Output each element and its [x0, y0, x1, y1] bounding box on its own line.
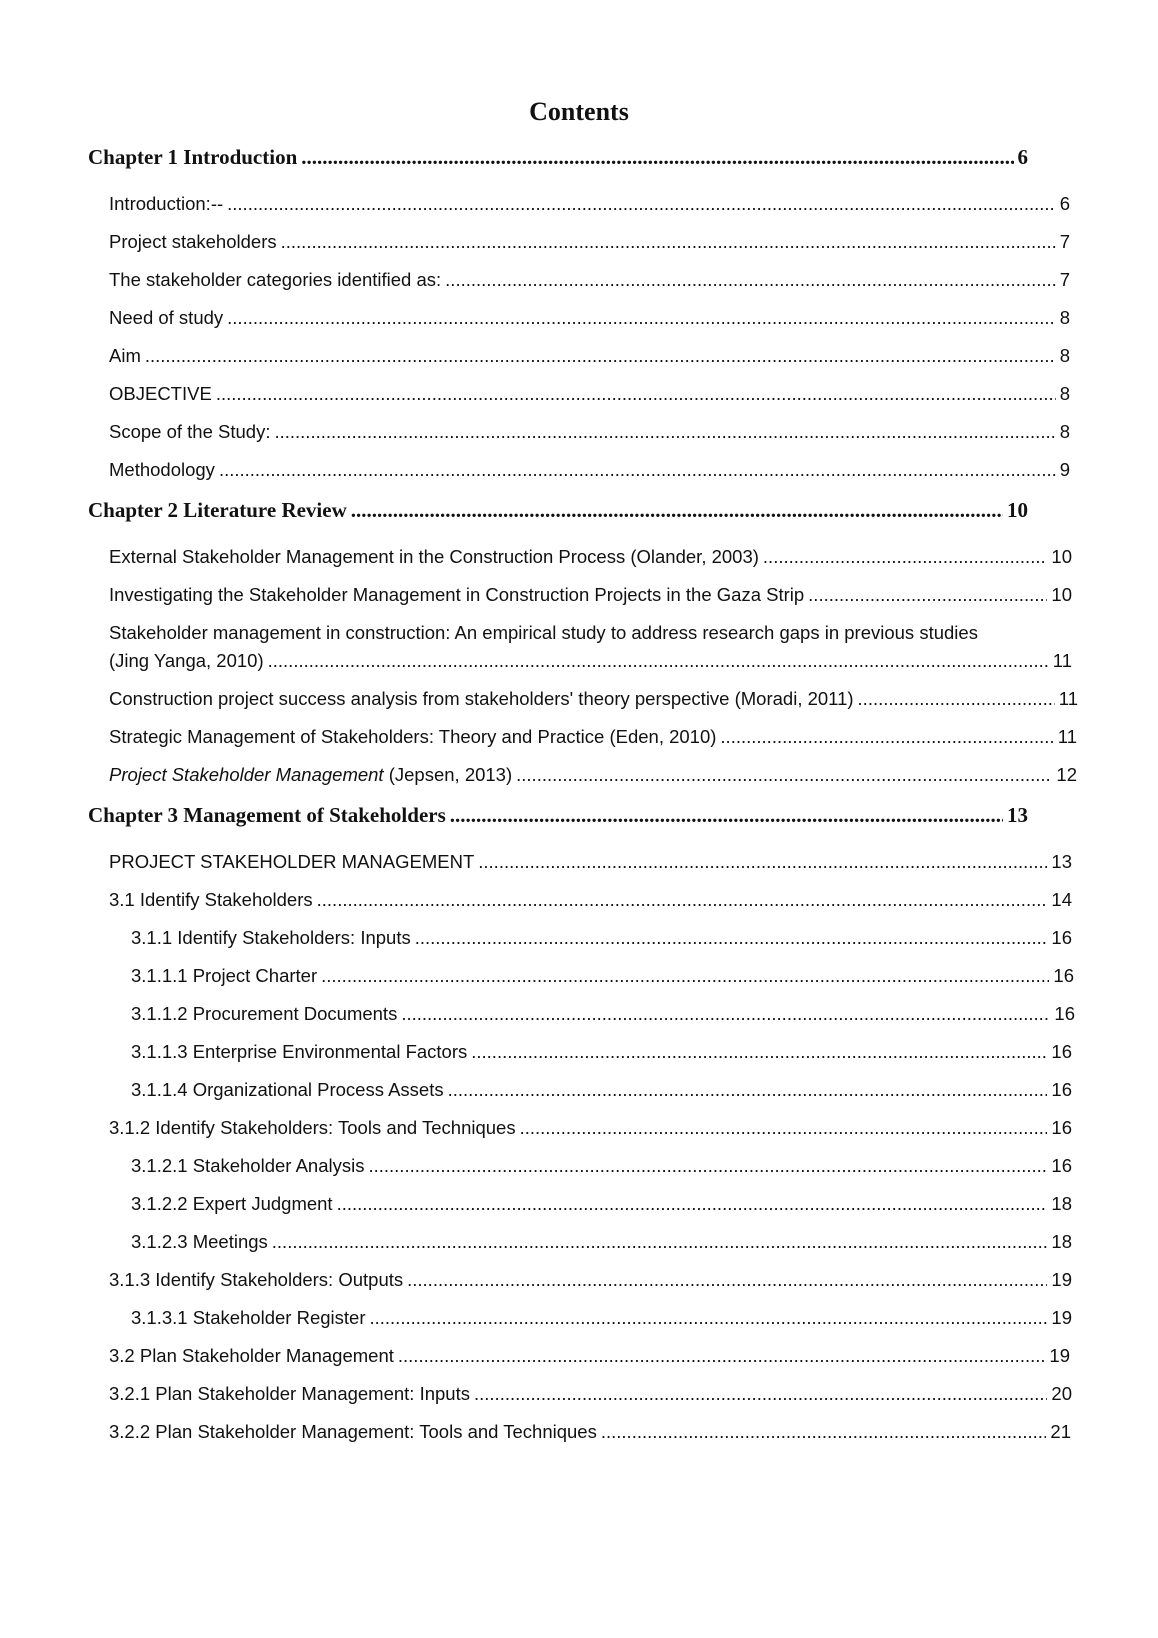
toc-entry-label: 3.1.2 Identify Stakeholders: Tools and Techniques	[109, 1117, 516, 1138]
toc-entry[interactable]	[109, 1381, 1072, 1407]
toc-entry-label: OBJECTIVE	[109, 383, 212, 404]
leader-dots	[407, 1267, 1047, 1293]
leader-dots	[227, 305, 1056, 331]
toc-page-number: 11	[1057, 726, 1077, 747]
leader-dots	[398, 1343, 1046, 1369]
toc-page-number: 8	[1059, 383, 1070, 404]
toc-page-number: 14	[1051, 889, 1072, 910]
toc-entry-label: 3.1 Identify Stakeholders	[109, 889, 313, 910]
toc-page-number: 16	[1051, 1117, 1072, 1138]
toc-entry-label: Methodology	[109, 459, 215, 480]
leader-dots	[216, 381, 1056, 407]
leader-dots	[337, 1191, 1048, 1217]
toc-entry[interactable]	[131, 963, 1074, 989]
toc-chapter-1[interactable]	[88, 143, 1028, 171]
toc-entry-label: (Jing Yanga, 2010)	[109, 650, 264, 671]
toc-page-number: 8	[1059, 345, 1070, 366]
toc-page-number: 13	[1007, 803, 1028, 827]
leader-dots	[445, 267, 1056, 293]
leader-dots	[321, 963, 1049, 989]
leader-dots	[219, 457, 1056, 483]
toc-entry[interactable]	[109, 1419, 1071, 1445]
toc-page-number: 16	[1053, 965, 1074, 986]
toc-entry[interactable]	[109, 343, 1070, 369]
toc-entry-label: The stakeholder categories identified as:	[109, 269, 442, 290]
toc-entry[interactable]	[131, 1001, 1075, 1027]
toc-entry[interactable]	[109, 305, 1070, 331]
toc-entry-label: Strategic Management of Stakeholders: Theory and Practice (Eden, 2010)	[109, 726, 717, 747]
toc-entry[interactable]	[109, 648, 1072, 674]
toc-entry[interactable]	[109, 887, 1072, 913]
leader-dots	[281, 229, 1056, 255]
toc-entry-label: Aim	[109, 345, 141, 366]
toc-entry-label: 3.1.2.2 Expert Judgment	[131, 1193, 333, 1214]
toc-entry-label: 3.1.2.1 Stakeholder Analysis	[131, 1155, 365, 1176]
toc-page-number: 7	[1059, 269, 1070, 290]
toc-entry[interactable]	[109, 381, 1070, 407]
toc-entry-label: PROJECT STAKEHOLDER MANAGEMENT	[109, 851, 475, 872]
leader-dots	[516, 762, 1052, 788]
toc-entry-label: 3.1.2.3 Meetings	[131, 1231, 268, 1252]
toc-page-number: 11	[1058, 688, 1078, 709]
toc-entry[interactable]	[131, 1153, 1072, 1179]
toc-entry-label: 3.1.3 Identify Stakeholders: Outputs	[109, 1269, 404, 1290]
toc-entry[interactable]	[131, 925, 1072, 951]
toc-entry-label: 3.1.1.3 Enterprise Environmental Factors	[131, 1041, 468, 1062]
toc-page-number: 19	[1051, 1269, 1072, 1290]
leader-dots	[368, 1153, 1047, 1179]
toc-entry[interactable]	[131, 1229, 1072, 1255]
toc-chapter-2[interactable]	[88, 496, 1028, 524]
toc-page-number: 21	[1050, 1421, 1071, 1442]
leader-dots	[601, 1419, 1047, 1445]
leader-dots	[268, 648, 1049, 674]
toc-entry[interactable]	[109, 1267, 1072, 1293]
toc-page-number: 6	[1059, 193, 1070, 214]
toc-entry-label: Chapter 3 Management of Stakeholders	[88, 803, 446, 827]
toc-entry[interactable]	[109, 544, 1072, 570]
toc-page-number: 18	[1051, 1231, 1072, 1252]
leader-dots	[317, 887, 1048, 913]
toc-entry-label: 3.2 Plan Stakeholder Management	[109, 1345, 394, 1366]
toc-page-number: 16	[1051, 1041, 1072, 1062]
leader-dots	[227, 191, 1056, 217]
toc-page-number: 20	[1051, 1383, 1072, 1404]
toc-entry-label: Scope of the Study:	[109, 421, 271, 442]
toc-entry-label: Introduction:--	[109, 193, 224, 214]
toc-entry-label: 3.2.2 Plan Stakeholder Management: Tools and Techniques	[109, 1421, 597, 1442]
leader-dots	[478, 849, 1047, 875]
toc-entry-label: 3.1.1.2 Procurement Documents	[131, 1003, 398, 1024]
toc-entry[interactable]	[109, 1115, 1072, 1141]
toc-page-number: 11	[1052, 650, 1072, 671]
toc-page-number: 16	[1051, 1079, 1072, 1100]
toc-entry[interactable]	[109, 1343, 1070, 1369]
leader-dots	[448, 1077, 1048, 1103]
toc-entry[interactable]	[109, 191, 1070, 217]
citation-text: (Jepsen, 2013)	[388, 764, 513, 785]
leader-dots	[351, 496, 1003, 524]
leader-dots	[520, 1115, 1048, 1141]
toc-page-number: 12	[1056, 764, 1077, 785]
toc-entry-label: 3.1.1 Identify Stakeholders: Inputs	[131, 927, 411, 948]
toc-page-number: 8	[1059, 307, 1070, 328]
toc-entry[interactable]	[109, 686, 1078, 712]
toc-entry-label: 3.1.1.1 Project Charter	[131, 965, 318, 986]
toc-page-number: 16	[1051, 927, 1072, 948]
toc-page-number: 18	[1051, 1193, 1072, 1214]
leader-dots	[808, 582, 1047, 608]
toc-page-number: 19	[1051, 1307, 1072, 1328]
toc-page-number: 7	[1059, 231, 1070, 252]
leader-dots	[145, 343, 1056, 369]
toc-page-number: 10	[1051, 546, 1072, 567]
toc-entry[interactable]	[131, 1077, 1072, 1103]
toc-entry-label: 3.2.1 Plan Stakeholder Management: Inputs	[109, 1383, 470, 1404]
leader-dots	[401, 1001, 1050, 1027]
leader-dots	[274, 419, 1055, 445]
toc-page-number: 10	[1007, 498, 1028, 522]
toc-entry-label: Investigating the Stakeholder Management in Construction Projects in the Gaza Strip	[109, 584, 805, 605]
toc-page-number: 16	[1054, 1003, 1075, 1024]
toc-entry[interactable]	[131, 1191, 1072, 1217]
toc-entry[interactable]	[109, 849, 1072, 875]
toc-page-number: 16	[1051, 1155, 1072, 1176]
leader-dots	[471, 1039, 1047, 1065]
toc-entry-label: Chapter 2 Literature Review	[88, 498, 347, 522]
toc-entry[interactable]	[109, 724, 1077, 750]
toc-entry-label: 3.1.1.4 Organizational Process Assets	[131, 1079, 444, 1100]
toc-entry[interactable]	[109, 419, 1070, 445]
leader-dots	[301, 143, 1013, 171]
toc-entry-label: External Stakeholder Management in the Construction Process (Olander, 2003)	[109, 546, 759, 567]
leader-dots	[763, 544, 1048, 570]
toc-entry-label: Construction project success analysis from stakeholders' theory perspective (Moradi, 2011)	[109, 688, 854, 709]
toc-entry[interactable]	[109, 229, 1070, 255]
toc-page-number: 19	[1049, 1345, 1070, 1366]
toc-entry-label: Need of study	[109, 307, 224, 328]
leader-dots	[415, 925, 1048, 951]
leader-dots	[858, 686, 1055, 712]
leader-dots	[369, 1305, 1047, 1331]
toc-chapter-3[interactable]	[88, 801, 1028, 829]
toc-page-number: 6	[1017, 145, 1028, 169]
toc-entry-label	[109, 762, 512, 788]
toc-entry[interactable]	[131, 1305, 1072, 1331]
toc-entry[interactable]	[109, 582, 1072, 608]
toc-entry-label: Chapter 1 Introduction	[88, 145, 298, 169]
leader-dots	[450, 801, 1003, 829]
toc-entry-label: Project stakeholders	[109, 231, 277, 252]
toc-page-number: 10	[1051, 584, 1072, 605]
toc-entry-label: 3.1.3.1 Stakeholder Register	[131, 1307, 366, 1328]
page-title: Contents	[529, 97, 629, 126]
toc-page-number: 9	[1059, 459, 1070, 480]
toc-entry[interactable]	[109, 457, 1070, 483]
italic-title: Project Stakeholder Management	[109, 764, 384, 785]
leader-dots	[272, 1229, 1048, 1255]
toc-entry[interactable]	[109, 762, 1077, 788]
toc-entry[interactable]	[131, 1039, 1072, 1065]
leader-dots	[720, 724, 1053, 750]
toc-page-number: 13	[1051, 851, 1072, 872]
toc-page-number: 8	[1059, 421, 1070, 442]
toc-entry-label-line1[interactable]: Stakeholder management in construction: An empirical study to address research gaps in previous studies	[109, 622, 978, 643]
leader-dots	[474, 1381, 1047, 1407]
toc-entry[interactable]	[109, 267, 1070, 293]
